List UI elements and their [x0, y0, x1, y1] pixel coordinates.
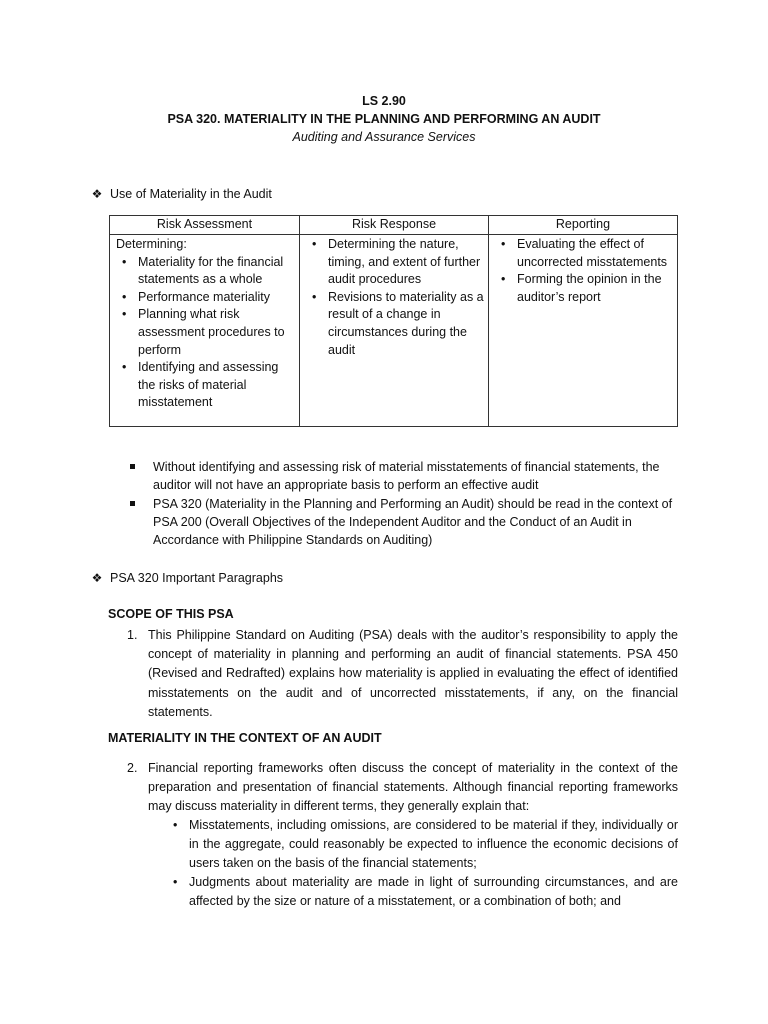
- table-header-row: [110, 216, 678, 235]
- list-item: • Performance materiality: [138, 289, 295, 307]
- paragraph-1: [127, 626, 678, 722]
- context-heading: MATERIALITY IN THE CONTEXT OF AN AUDIT: [108, 731, 382, 745]
- section-heading-use-of-materiality: [90, 187, 272, 201]
- list-item: • Planning what risk assessment procedures to perform: [138, 306, 295, 359]
- note-text: Without identifying and assessing risk of material misstatements of financial statements, the auditor will not have an appropriate basis to perform an effective audit: [153, 460, 660, 493]
- risk-response-list: [306, 236, 484, 359]
- list-item: [130, 495, 678, 550]
- square-bullet-icon: [130, 464, 135, 469]
- cell-lead-text: Determining:: [116, 237, 187, 251]
- cell-risk-assessment: [110, 235, 300, 427]
- note-text: PSA 320 (Materiality in the Planning and Performing an Audit) should be read in the context of PSA 200 (Overall Objectives of the Independent Auditor and the Conduct of an Audit in Accordance with Philippine Standards on Auditing): [153, 496, 673, 548]
- diamond-bullet-icon: ❖: [91, 187, 103, 201]
- paragraph-number: 2.: [127, 761, 138, 775]
- table-header-risk-assessment: Risk Assessment: [110, 216, 300, 235]
- scope-heading: SCOPE OF THIS PSA: [108, 607, 234, 621]
- cell-reporting: [489, 235, 678, 427]
- list-item: [130, 458, 678, 495]
- list-item: • Misstatements, including omissions, are considered to be material if they, individually or in the aggregate, could reasonably be expected to influence the economic decisions of users taken on the basis of the financial statements;: [173, 816, 678, 873]
- document-code: LS 2.90: [362, 94, 406, 108]
- paragraph-number: 1.: [127, 628, 138, 642]
- list-item: • Judgments about materiality are made in light of surrounding circumstances, and are affected by the size or nature of a misstatement, or a combination of both; and: [173, 873, 678, 911]
- paragraph-text: Financial reporting frameworks often discuss the concept of materiality in the context of the preparation and presentation of financial statements. Although financial reporting frameworks may discuss materiality in different terms, they generally explain that:: [148, 761, 678, 814]
- list-item: • Forming the opinion in the auditor’s report: [517, 271, 673, 306]
- table-header-risk-response: Risk Response: [300, 216, 489, 235]
- reporting-list: [495, 236, 673, 306]
- section-heading-text: PSA 320 Important Paragraphs: [110, 571, 284, 585]
- table-row: [110, 235, 678, 427]
- materiality-bullets: [173, 816, 678, 911]
- notes-list: [130, 458, 678, 549]
- risk-assessment-list: [116, 254, 295, 412]
- materiality-table: [109, 215, 678, 427]
- paragraph-text: This Philippine Standard on Auditing (PSA) deals with the auditor’s responsibility to apply the concept of materiality in planning and performing an audit of financial statements. PSA 450 (Revised and Redrafted) explains how materiality is applied in evaluating the effect of identified misstatements on the audit and of uncorrected misstatements, if any, on the financial statements.: [148, 628, 678, 719]
- list-item: • Evaluating the effect of uncorrected misstatements: [517, 236, 673, 271]
- cell-risk-response: [300, 235, 489, 427]
- list-item: • Identifying and assessing the risks of material misstatement: [138, 359, 295, 412]
- table-header-reporting: Reporting: [489, 216, 678, 235]
- section-heading-important-paragraphs: [90, 571, 283, 585]
- document-subtitle: Auditing and Assurance Services: [292, 130, 476, 144]
- document-title: PSA 320. MATERIALITY IN THE PLANNING AND PERFORMING AN AUDIT: [167, 112, 601, 126]
- diamond-bullet-icon: ❖: [91, 571, 103, 585]
- paragraph-2: [127, 759, 678, 817]
- list-item: • Revisions to materiality as a result of a change in circumstances during the audit: [328, 289, 484, 359]
- list-item: • Determining the nature, timing, and extent of further audit procedures: [328, 236, 484, 289]
- section-heading-text: Use of Materiality in the Audit: [110, 187, 272, 201]
- list-item: • Materiality for the financial statements as a whole: [138, 254, 295, 289]
- square-bullet-icon: [130, 501, 135, 506]
